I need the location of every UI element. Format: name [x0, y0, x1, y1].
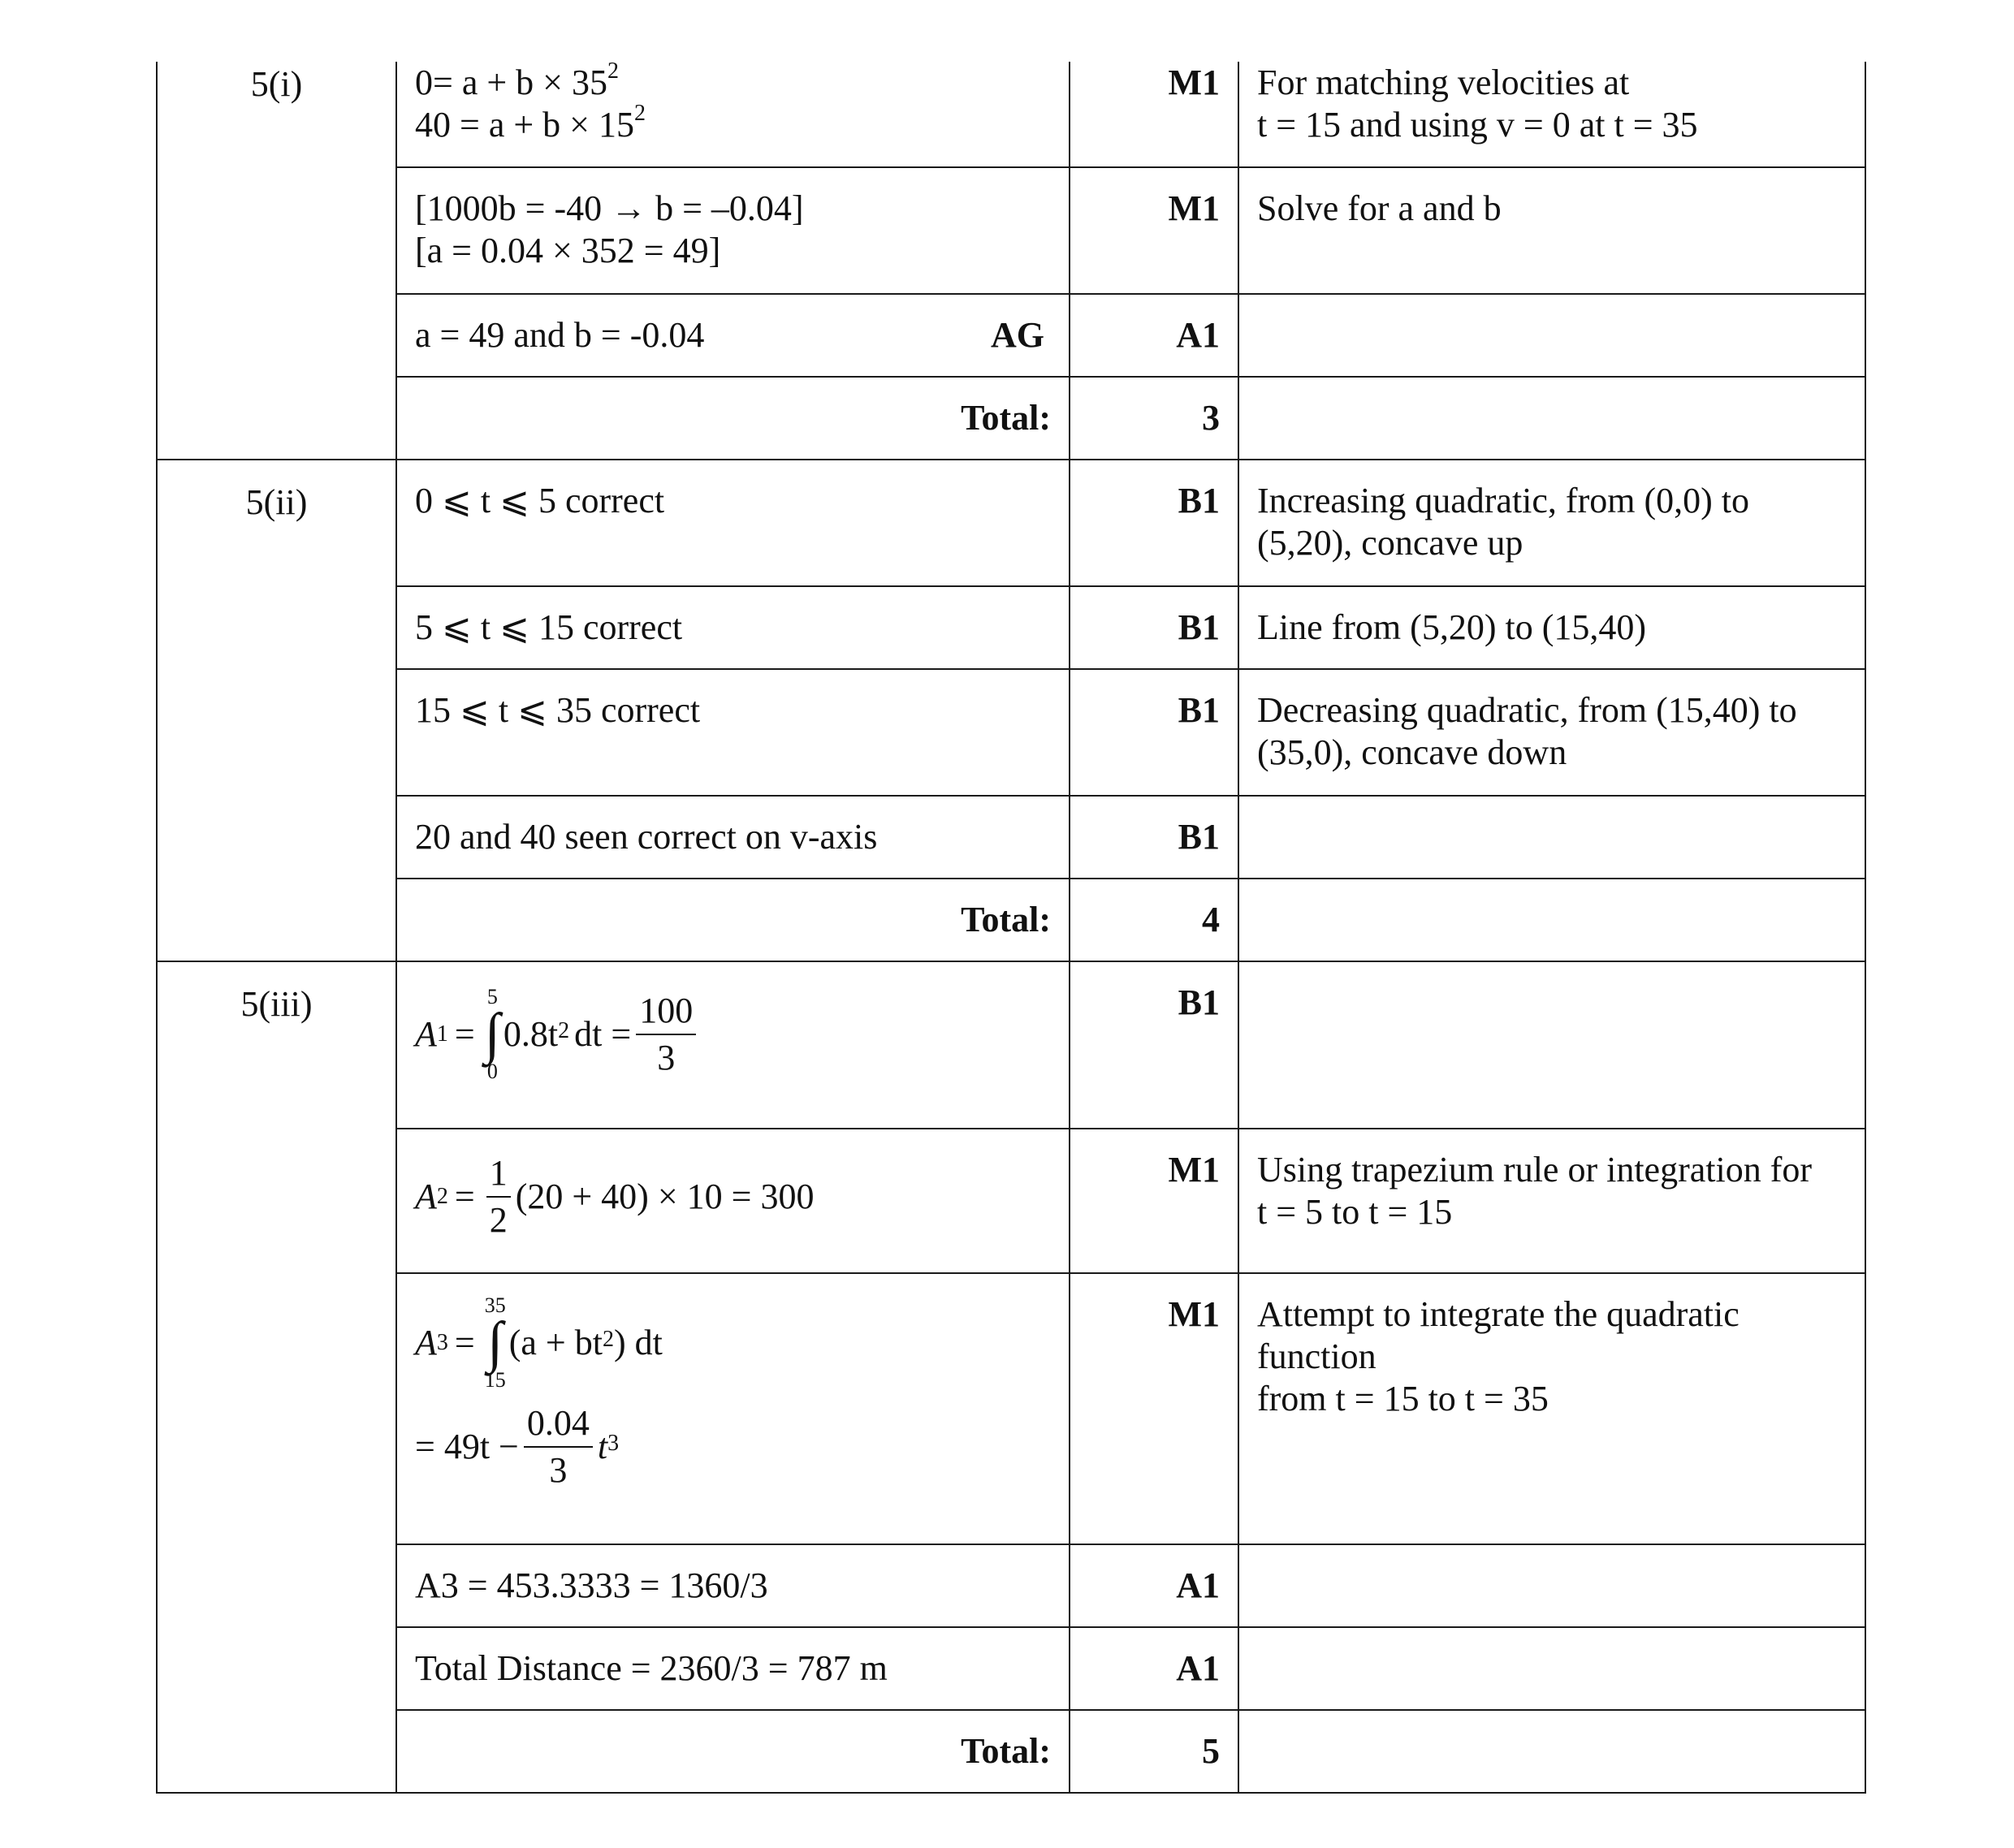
table-row: [157, 1627, 1865, 1710]
mark-cell: B1: [1070, 460, 1238, 586]
guidance-cell: [1238, 377, 1865, 460]
answer-cell: 20 and 40 seen correct on v-axis: [396, 796, 1070, 879]
answer-text: 40 = a + b × 15: [415, 105, 634, 145]
guidance-cell: [1238, 1129, 1865, 1273]
mark-cell: M1: [1070, 1129, 1238, 1273]
variable: t: [597, 1427, 608, 1466]
table-row: [157, 294, 1865, 377]
expression: = 49t −: [415, 1427, 519, 1466]
table-row: [157, 1273, 1865, 1544]
answer-line: [415, 101, 1051, 146]
guidance-cell: [1238, 1627, 1865, 1710]
table-row: [157, 167, 1865, 294]
answer-text: a = 49 and b = -0.04: [415, 315, 705, 355]
guidance-text: from t = 15 to t = 35: [1257, 1379, 1549, 1418]
answer-line: [415, 58, 1051, 104]
answer-cell: [396, 1129, 1070, 1273]
numerator: 0.04: [524, 1401, 593, 1448]
table-row: [157, 377, 1865, 460]
answer-cell: [396, 294, 1070, 377]
integral-sign: 35 ∫ 15: [484, 1293, 506, 1392]
total-value: 4: [1070, 879, 1238, 961]
question-part-cell: [157, 62, 396, 460]
question-part-cell: [157, 961, 396, 1793]
equation-a2: A 2 = $\frac{1}{2}$ (20 + 40) × 10 = 300: [415, 1151, 1051, 1243]
guidance-cell: [1238, 460, 1865, 586]
guidance-text: Decreasing quadratic, from (15,40) to: [1257, 690, 1797, 730]
guidance-text: t = 5 to t = 15: [1257, 1192, 1453, 1232]
mark-scheme-table: [156, 58, 1866, 1794]
mark-cell: A1: [1070, 1627, 1238, 1710]
equation-symbol: A: [415, 1177, 437, 1216]
answer-cell: [396, 58, 1070, 167]
mark-cell: M1: [1070, 1273, 1238, 1544]
table-row: [157, 1710, 1865, 1793]
equation-a1: A 1 = 5 ∫ 0 0.8t $^2$ dt = $\frac{100}{3}$: [415, 987, 1051, 1082]
answer-text: [1000b = -40 → b = –0.04]: [415, 188, 804, 228]
table-row: [157, 879, 1865, 961]
question-part-label: 5(i): [250, 64, 303, 104]
numerator: 1: [486, 1151, 511, 1198]
equation-symbol: A: [415, 1323, 437, 1362]
equation-symbol: A: [415, 1014, 437, 1054]
integrand-end: ) dt: [613, 1323, 663, 1362]
guidance-cell: Line from (5,20) to (15,40): [1238, 586, 1865, 669]
answer-cell: 5 ⩽ t ⩽ 15 correct: [396, 586, 1070, 669]
table-row: [157, 586, 1865, 669]
mark-cell: B1: [1070, 961, 1238, 1129]
guidance-cell: [1238, 796, 1865, 879]
total-label: Total:: [396, 1710, 1070, 1793]
guidance-cell: Solve for a and b: [1238, 167, 1865, 294]
guidance-text: Using trapezium rule or integration for: [1257, 1150, 1813, 1190]
guidance-cell: [1238, 294, 1865, 377]
guidance-cell: [1238, 62, 1865, 167]
guidance-cell: [1238, 961, 1865, 1129]
total-value: 3: [1070, 377, 1238, 460]
equation-a3: A 3 = 35 ∫ 15 (a + bt $^2$ ) dt: [415, 1293, 663, 1392]
integrand: 0.8t: [503, 1014, 559, 1054]
guidance-cell: [1238, 1710, 1865, 1793]
answer-text: 0= a + b × 35: [415, 63, 607, 102]
guidance-text: t = 15 and using v = 0 at t = 35: [1257, 105, 1698, 145]
table-row: [157, 460, 1865, 586]
mark-cell: A1: [1070, 1544, 1238, 1627]
table-row: [157, 961, 1865, 1129]
expression: (20 + 40) × 10 = 300: [515, 1177, 815, 1216]
question-part-label: 5(iii): [240, 984, 313, 1024]
mark-cell: A1: [1070, 294, 1238, 377]
guidance-text: (5,20), concave up: [1257, 523, 1523, 563]
denominator: 3: [657, 1038, 676, 1077]
mark-cell: B1: [1070, 669, 1238, 796]
guidance-cell: [1238, 1273, 1865, 1544]
guidance-cell: [1238, 669, 1865, 796]
guidance-text: Attempt to integrate the quadratic: [1257, 1294, 1740, 1334]
table-row: [157, 1129, 1865, 1273]
mark-cell: M1: [1070, 167, 1238, 294]
answer-cell: [396, 1273, 1070, 1544]
question-part-label: 5(ii): [245, 482, 308, 522]
answer-text: [a = 0.04 × 352 = 49]: [415, 231, 721, 270]
integral-upper-limit: 35: [484, 1293, 506, 1317]
guidance-cell: [1238, 879, 1865, 961]
guidance-text: For matching velocities at: [1257, 63, 1630, 102]
exponent: 2: [633, 101, 646, 127]
total-label: Total:: [396, 377, 1070, 460]
integral-upper-limit: 5: [486, 985, 498, 1008]
total-value: 5: [1070, 1710, 1238, 1793]
guidance-text: function: [1257, 1336, 1377, 1376]
denominator: 3: [549, 1450, 568, 1490]
table-row: [157, 796, 1865, 879]
fraction: [524, 1401, 593, 1493]
total-label: Total:: [396, 879, 1070, 961]
answer-given-label: AG: [991, 315, 1044, 355]
integral-lower-limit: 15: [484, 1368, 506, 1392]
exponent: 2: [607, 58, 619, 84]
table-row: [157, 669, 1865, 796]
mark-cell: M1: [1070, 62, 1238, 167]
guidance-cell: [1238, 1544, 1865, 1627]
answer-cell: [396, 167, 1070, 294]
integral-lower-limit: 0: [486, 1060, 498, 1083]
fraction: [486, 1151, 511, 1243]
mark-cell: B1: [1070, 796, 1238, 879]
numerator: 100: [636, 988, 696, 1035]
answer-cell: 15 ⩽ t ⩽ 35 correct: [396, 669, 1070, 796]
denominator: 2: [489, 1200, 508, 1240]
table-row: [157, 1544, 1865, 1627]
question-part-cell: [157, 460, 396, 961]
fraction: [636, 988, 696, 1081]
table-row: [157, 62, 1865, 167]
answer-cell: Total Distance = 2360/3 = 787 m: [396, 1627, 1070, 1710]
differential: dt =: [574, 1014, 632, 1054]
integrand: (a + bt: [508, 1323, 603, 1362]
answer-cell: [396, 961, 1070, 1129]
guidance-text: (35,0), concave down: [1257, 732, 1567, 772]
guidance-text: Increasing quadratic, from (0,0) to: [1257, 481, 1749, 520]
answer-cell: A3 = 453.3333 = 1360/3: [396, 1544, 1070, 1627]
integral-sign: 5 ∫ 0: [484, 985, 500, 1083]
mark-cell: B1: [1070, 586, 1238, 669]
equation-a3-result: = 49t − $\frac{0.04}{3}$ t $^3$: [415, 1401, 1051, 1493]
answer-cell: 0 ⩽ t ⩽ 5 correct: [396, 460, 1070, 586]
